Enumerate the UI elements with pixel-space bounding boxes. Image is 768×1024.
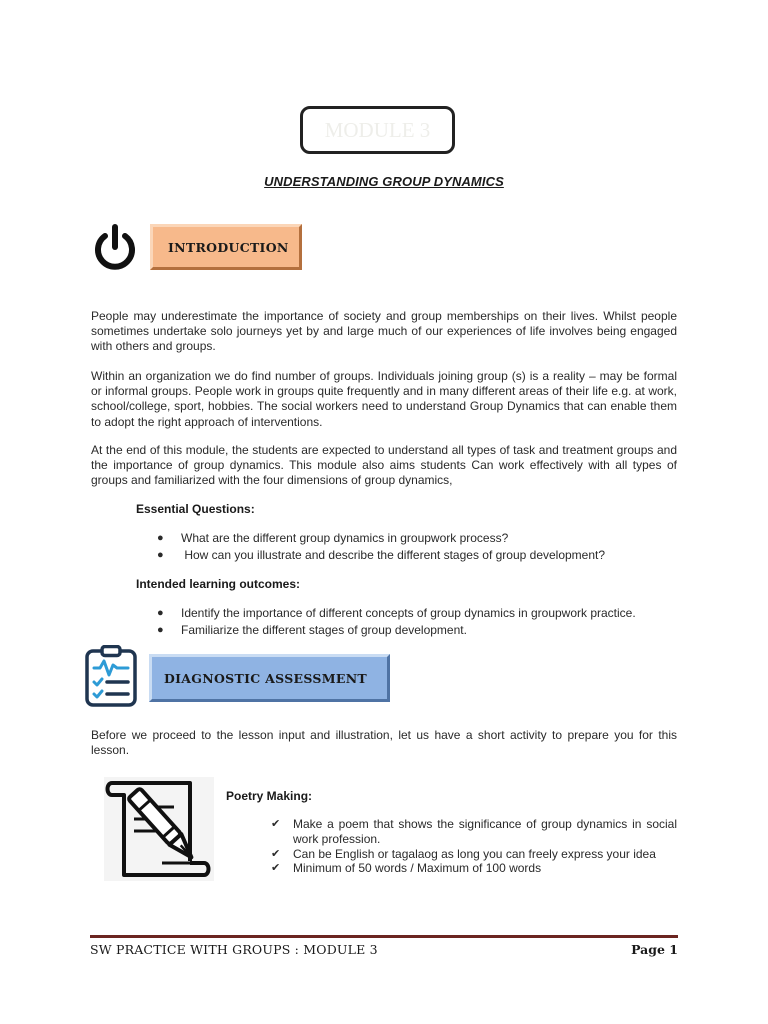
- clipboard-icon: [84, 645, 138, 707]
- footer-title: SW PRACTICE WITH GROUPS : MODULE 3: [90, 942, 378, 957]
- essential-questions-heading: Essential Questions:: [136, 502, 255, 516]
- list-item: ● Identify the importance of different concepts of group dynamics in groupwork practice.: [157, 605, 677, 622]
- learning-outcomes-heading: Intended learning outcomes:: [136, 577, 301, 591]
- list-item: ● How can you illustrate and describe the different stages of group development?: [157, 547, 677, 564]
- introduction-section-label: [150, 224, 302, 270]
- list-item: ✔ Can be English or tagalaog as long you can freely express your idea: [271, 847, 677, 862]
- module-title-box: [300, 106, 455, 154]
- document-subtitle: UNDERSTANDING GROUP DYNAMICS: [264, 174, 504, 189]
- intro-paragraph: At the end of this module, the students are expected to understand all types of task and treatment groups and the importance of group dynamics. This module also aims students Can work effectively with all types of groups and familiarized with the four dimensions of group dynamics,: [91, 443, 677, 488]
- diagnostic-label: DIAGNOSTIC ASSESSMENT: [164, 670, 368, 686]
- poetry-checklist: [271, 817, 677, 876]
- diagnostic-section-label: [149, 654, 390, 702]
- list-item: ● What are the different group dynamics in groupwork process?: [157, 530, 677, 547]
- module-title: MODULE 3: [324, 117, 431, 142]
- diagnostic-paragraph: Before we proceed to the lesson input and illustration, let us have a short activity to prepare you for this lesson.: [91, 728, 677, 758]
- scroll-pen-icon: [104, 777, 214, 881]
- list-item: ● Familiarize the different stages of group development.: [157, 622, 677, 639]
- page-number: Page 1: [631, 942, 678, 957]
- power-icon: [90, 224, 140, 274]
- list-item: ✔ Make a poem that shows the significance of group dynamics in social work profession.: [271, 817, 677, 847]
- essential-questions-list: [157, 530, 677, 563]
- list-item: ✔ Minimum of 50 words / Maximum of 100 words: [271, 861, 677, 876]
- introduction-label: INTRODUCTION: [168, 239, 289, 255]
- intro-paragraph: People may underestimate the importance of society and group memberships on their lives. Whilst people sometimes undertake solo journeys yet by and large much of our experiences of life involves being engaged with others and groups.: [91, 309, 677, 354]
- footer-rule: [90, 935, 678, 938]
- learning-outcomes-list: [157, 605, 677, 638]
- intro-paragraph: Within an organization we do find number of groups. Individuals joining group (s) is a reality – may be formal or informal groups. People work in groups quite frequently and in many different areas of their life e.g. at work, school/college, sport, hobbies. The social workers need to understand Group Dynamics that can enable them to adopt the right approach of interventions.: [91, 369, 677, 429]
- poetry-heading: Poetry Making:: [226, 789, 313, 803]
